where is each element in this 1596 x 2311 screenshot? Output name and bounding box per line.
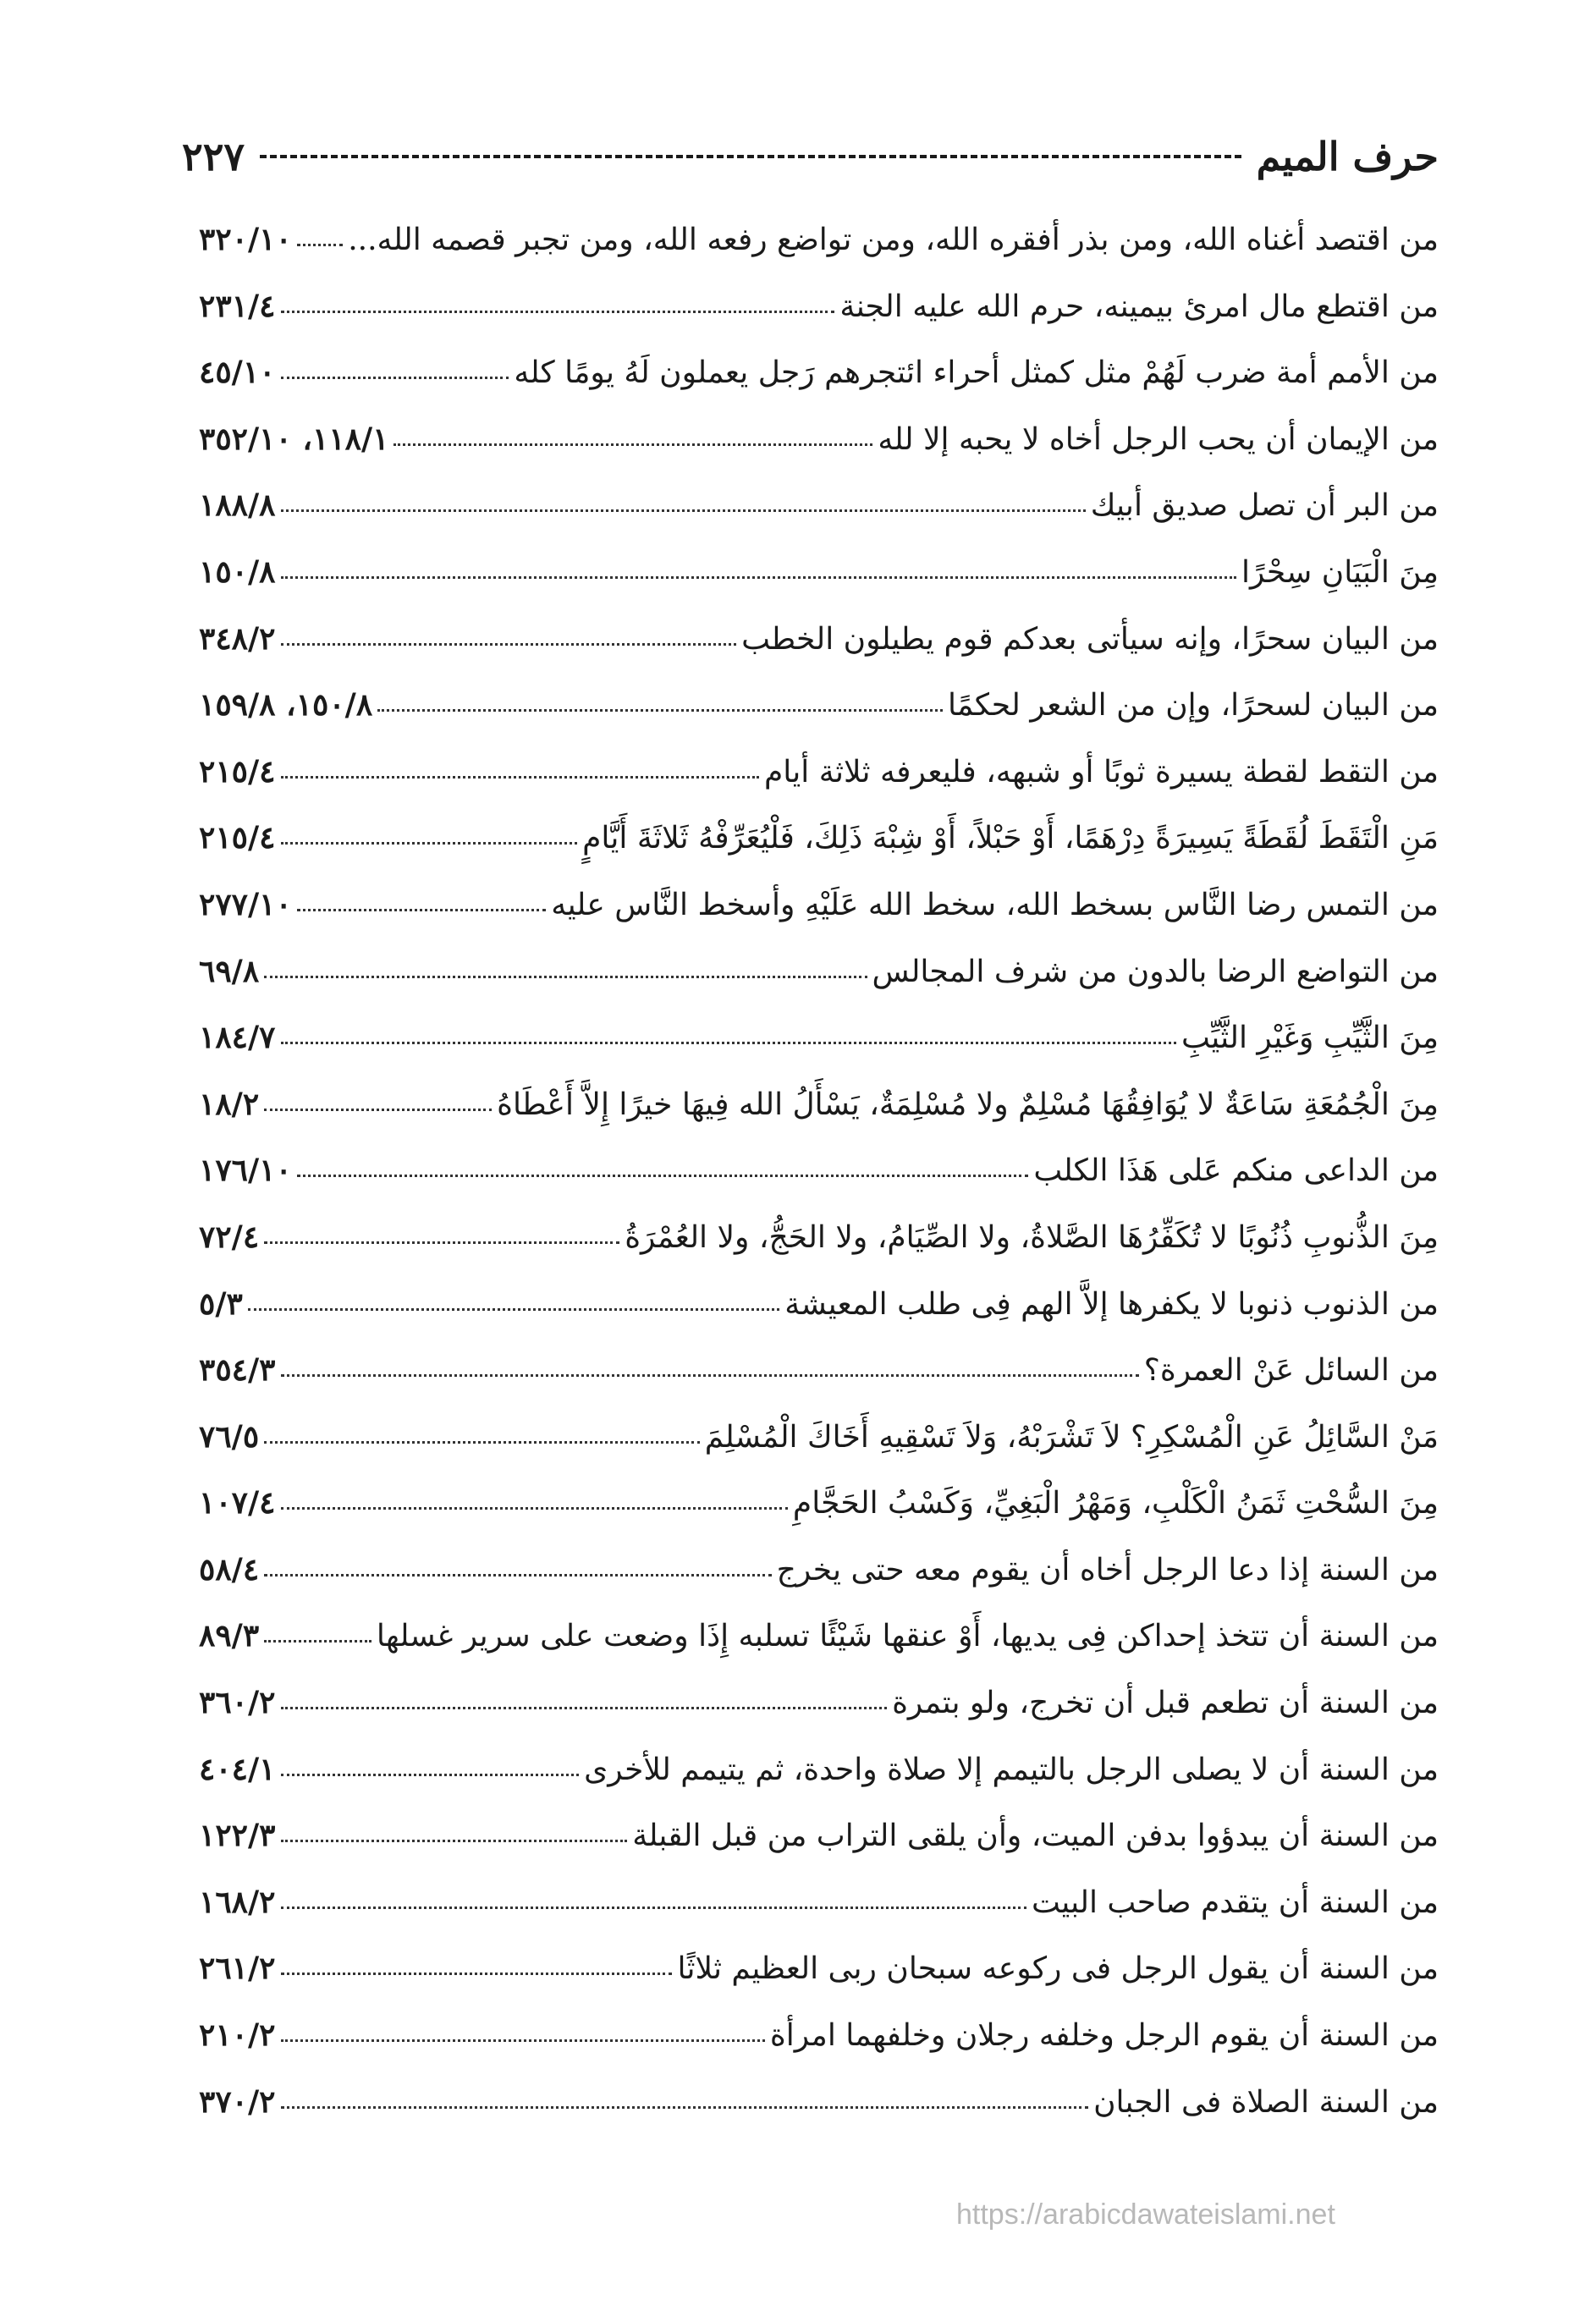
entry-text: من الداعى منكم عَلى هَذَا الكلب [1033,1153,1439,1189]
entry-reference: ٣٥٤/٣ [199,1352,276,1389]
entry-reference: ١٠٧/٤ [199,1485,276,1521]
index-entry [199,1752,1439,1819]
entry-reference: ٧٢/٤ [199,1219,260,1255]
watermark-url: https://arabicdawateislami.net [956,2198,1335,2231]
index-entry [199,621,1439,688]
entry-text: من السائل عَنْ العمرة؟ [1143,1353,1439,1389]
entry-leader-dots [281,842,578,845]
index-entry [199,421,1439,488]
index-entry [199,820,1439,887]
entry-text: من السنة إذا دعا الرجل أخاه أن يقوم معه حتى يخرج [776,1552,1439,1587]
entry-leader-dots [297,909,546,911]
index-entry [199,1885,1439,1951]
entry-leader-dots [264,976,867,978]
entry-text: من الإيمان أن يحب الرجل أخاه لا يحبه إلا لله [878,421,1439,457]
index-entry [199,687,1439,754]
entry-reference: ١٨/٢ [199,1086,260,1122]
index-entry [199,355,1439,421]
entry-text: من التقط لقطة يسيرة ثوبًا أو شبهه، فليعرفه ثلاثة أيام [764,754,1439,790]
entry-reference: ٦٩/٨ [199,953,260,989]
entry-text: من السنة أن يتقدم صاحب البيت [1031,1885,1439,1920]
page-header [182,127,1439,186]
entry-reference: ٤٠٤/١ [199,1751,276,1787]
index-entry [199,1685,1439,1752]
entry-leader-dots [281,1507,788,1510]
entry-reference: ٣٧٠/٢ [199,2083,276,2120]
index-entry [199,754,1439,821]
index-entry [199,487,1439,554]
entry-leader-dots [281,509,1086,512]
index-entry [199,954,1439,1021]
entry-reference: ٣٤٨/٢ [199,620,276,657]
index-entry [199,887,1439,954]
entry-reference: ١٨٨/٨ [199,487,276,524]
entry-leader-dots [264,1441,700,1444]
entry-reference: ١٨٤/٧ [199,1020,276,1056]
chapter-title: حرف الميم [1256,134,1439,179]
entry-text: من السنة أن لا يصلى الرجل بالتيمم إلا صلاة واحدة، ثم يتيمم للأخرى [584,1752,1439,1787]
index-entry [199,1818,1439,1885]
entry-text: من السنة الصلاة فى الجبان [1093,2084,1439,2120]
entry-reference: ١٥٠/٨، ١٥٩/٨ [199,687,373,724]
entry-leader-dots [281,1374,1139,1377]
entry-text: مِنَ الْبَيَانِ سِحْرًا [1241,554,1439,590]
entry-reference: ٥/٣ [199,1285,243,1322]
index-entry [199,1020,1439,1087]
entry-leader-dots [393,443,872,446]
entry-reference: ٢٣١/٤ [199,288,276,324]
entry-reference: ٥٨/٤ [199,1551,260,1587]
entry-reference: ٣٢٠/١٠ [199,222,292,257]
index-entry [199,1087,1439,1153]
entry-reference: ٣٦٠/٢ [199,1685,276,1721]
index-entries [199,222,1439,2150]
entry-text: من السنة أن تطعم قبل أن تخرج، ولو بتمرة [892,1686,1439,1721]
index-entry [199,1352,1439,1419]
entry-text: مِنَ الثَّيِّبِ وَغَيْرِ الثَّيِّبِ [1180,1021,1439,1056]
entry-text: مَنْ السَّائِلُ عَنِ الْمُسْكِرِ؟ لاَ تَشْرَبْهُ، وَلاَ تَسْقِيهِ أَخَاكَ الْمُسْلِمَ [704,1419,1439,1455]
entry-leader-dots [281,1774,580,1776]
entry-text: من التمس رضا النَّاس بسخط الله، سخط الله عَلَيْهِ وأسخط النَّاس عليه [551,887,1439,922]
entry-text: من الأمم أمة ضرب لَهُمْ مثل كمثل أحراء ائتجرهم رَجل يعملون لَهُ يومًا كله [514,355,1439,391]
index-entry [199,1552,1439,1619]
entry-text: من البر أن تصل صديق أبيك [1090,488,1439,524]
entry-reference: ٢٦١/٢ [199,1951,276,1987]
entry-leader-dots [281,311,835,313]
page-number: ٢٢٧ [182,134,245,179]
index-entry [199,1419,1439,1486]
entry-leader-dots [281,2106,1089,2109]
entry-leader-dots [264,1109,492,1111]
entry-reference: ١٦٨/٢ [199,1884,276,1920]
entry-leader-dots [297,244,343,246]
entry-text: من اقتطع مال امرئ بيمينه، حرم الله عليه الجنة [839,289,1439,324]
entry-leader-dots [281,2039,765,2042]
entry-leader-dots [248,1308,779,1311]
entry-text: من اقتصد أغناه الله، ومن بذر أفقره الله، ومن تواضع رفعه الله، ومن تجبر قصمه الله... [348,223,1439,257]
entry-reference: ٤٥/١٠ [199,355,276,391]
entry-leader-dots [281,776,760,779]
entry-reference: ٨٩/٣ [199,1618,260,1654]
entry-reference: ٢١٠/٢ [199,2017,276,2054]
index-entry [199,222,1439,289]
entry-text: مِنَ السُّحْتِ ثَمَنُ الْكَلْبِ، وَمَهْرُ الْبَغِيِّ، وَكَسْبُ الحَجَّامِ [792,1486,1439,1521]
entry-reference: ٢١٥/٤ [199,753,276,790]
entry-reference: ١٢٢/٣ [199,1818,276,1854]
entry-text: مِنَ الذُّنوبِ ذُنُوبًا لا تُكَفِّرُهَا الصَّلاةُ، ولا الصِّيَامُ، ولا الحَجُّ، ولا العُمْرَةُ [625,1219,1439,1255]
index-entry [199,289,1439,355]
entry-leader-dots [264,1574,772,1576]
entry-text: من السنة أن تتخذ إحداكن فِى يديها، أَوْ عنقها شَيْئًا تسلبه إِذَا وضعت على سرير غسلها [376,1619,1439,1654]
entry-reference: ٢١٥/٤ [199,820,276,856]
entry-leader-dots [281,1042,1176,1044]
entry-leader-dots [281,576,1237,579]
index-entry [199,1951,1439,2017]
entry-leader-dots [281,1707,888,1709]
entry-leader-dots [281,377,509,379]
entry-text: مَنِ الْتَقَطَ لُقَطَةً يَسِيرَةً دِرْهَمًا، أَوْ حَبْلاً، أَوْ شِبْهَ ذَلِكَ، فَلْيُعَرِّفْهُ ثَلاثَةَ أَيَّامٍ [582,821,1439,856]
entry-reference: ١٥٠/٨ [199,553,276,590]
entry-leader-dots [264,1640,371,1642]
index-entry [199,554,1439,621]
index-entry [199,1286,1439,1353]
index-entry [199,1219,1439,1286]
index-entry [199,1618,1439,1685]
entry-leader-dots [297,1175,1029,1177]
index-entry [199,1153,1439,1219]
index-entry [199,2084,1439,2151]
entry-reference: ١٧٦/١٠ [199,1153,292,1189]
entry-text: من التواضع الرضا بالدون من شرف المجالس [872,954,1439,989]
entry-text: من البيان لسحرًا، وإن من الشعر لحكمًا [948,688,1439,724]
entry-reference: ٢٧٧/١٠ [199,886,292,922]
entry-text: مِنَ الْجُمُعَةِ سَاعَةٌ لا يُوَافِقُهَا مُسْلِمٌ ولا مُسْلِمَةٌ، يَسْأَلُ الله فِيهَا خيرًا إِلاَّ أَعْطَاهُ [497,1087,1439,1122]
entry-leader-dots [264,1241,619,1244]
entry-text: من الذنوب ذنوبا لا يكفرها إلاَّ الهم فِى طلب المعيشة [784,1286,1439,1322]
entry-reference: ٧٦/٥ [199,1418,260,1455]
entry-text: من السنة أن يقول الرجل فى ركوعه سبحان ربى العظيم ثلاثًا [677,1951,1439,1987]
entry-text: من البيان سحرًا، وإنه سيأتى بعدكم قوم يطيلون الخطب [741,621,1439,657]
header-dashed-rule [260,155,1241,158]
index-entry [199,1485,1439,1552]
entry-leader-dots [281,1973,673,1975]
entry-reference: ١١٨/١، ٣٥٢/١٠ [199,421,389,457]
entry-leader-dots [281,1907,1026,1909]
entry-text: من السنة أن يقوم الرجل وخلفه رجلان وخلفهما امرأة [769,2018,1439,2054]
entry-leader-dots [377,709,943,712]
entry-text: من السنة أن يبدؤوا بدفن الميت، وأن يلقى التراب من قبل القبلة [632,1819,1439,1854]
entry-leader-dots [281,643,737,646]
index-entry [199,2017,1439,2084]
entry-leader-dots [281,1840,628,1842]
